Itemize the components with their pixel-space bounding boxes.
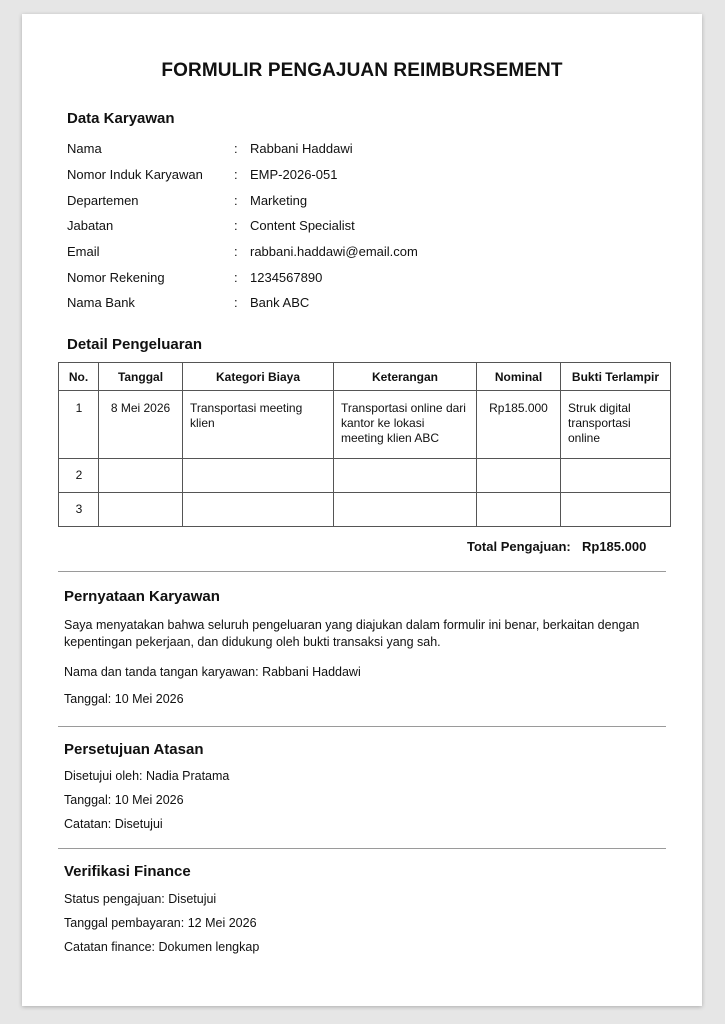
finance-payment-value: 12 Mei 2026: [187, 916, 257, 930]
field-value-department: Marketing: [250, 193, 308, 208]
column-header-date: Tanggal: [99, 363, 183, 391]
total-label: Total Pengajuan:: [467, 539, 571, 554]
cell-category: [183, 459, 334, 493]
cell-description: Transportasi online dari kantor ke lokasi meeting klien ABC: [334, 391, 477, 459]
field-label-name: Nama: [67, 141, 102, 156]
field-value-account: 1234567890: [250, 270, 323, 285]
approval-heading: Persetujuan Atasan: [64, 741, 204, 758]
field-colon: :: [234, 141, 238, 156]
cell-category: Transportasi meeting klien: [183, 391, 334, 459]
cell-no: 3: [59, 493, 99, 527]
column-header-attachment: Bukti Terlampir: [561, 363, 671, 391]
statement-date-label: Tanggal:: [64, 692, 112, 706]
cell-amount: [477, 459, 561, 493]
field-colon: :: [234, 295, 238, 310]
approval-date-value: 10 Mei 2026: [114, 793, 184, 807]
cell-amount: Rp185.000: [477, 391, 561, 459]
employee-heading: Data Karyawan: [67, 110, 175, 127]
statement-heading: Pernyataan Karyawan: [64, 588, 220, 605]
statement-text: Saya menyatakan bahwa seluruh pengeluaran yang diajukan dalam formulir ini benar, berkaitan dengan kepentingan pekerjaan, dan didukung oleh bukti transaksi yang sah.: [64, 618, 640, 649]
cell-category: [183, 493, 334, 527]
approval-note-label: Catatan:: [64, 817, 112, 831]
cell-no: 1: [59, 391, 99, 459]
cell-attachment: Struk digital transportasi online: [561, 391, 671, 459]
approver-label: Disetujui oleh:: [64, 769, 143, 783]
cell-no: 2: [59, 459, 99, 493]
field-colon: :: [234, 167, 238, 182]
cell-date: [99, 493, 183, 527]
table-row: [59, 459, 671, 493]
expenses-heading: Detail Pengeluaran: [67, 336, 203, 353]
table-row: [59, 493, 671, 527]
field-label-email: Email: [67, 244, 100, 259]
finance-payment-line: [64, 916, 257, 930]
finance-status-label: Status pengajuan:: [64, 892, 165, 906]
field-colon: :: [234, 193, 238, 208]
section-divider: [58, 571, 666, 572]
field-value-name: Rabbani Haddawi: [250, 141, 353, 156]
column-header-category: Kategori Biaya: [183, 363, 334, 391]
statement-date-line: [64, 692, 184, 706]
cell-attachment: [561, 493, 671, 527]
finance-note-line: [64, 940, 259, 954]
table-row: [59, 391, 671, 459]
table-header-row: [59, 363, 671, 391]
signature-line: [64, 665, 361, 679]
approval-note-value: Disetujui: [114, 817, 163, 831]
finance-note-label: Catatan finance:: [64, 940, 156, 954]
cell-description: [334, 459, 477, 493]
column-header-amount: Nominal: [477, 363, 561, 391]
signature-label: Nama dan tanda tangan karyawan:: [64, 665, 259, 679]
section-divider: [58, 726, 666, 727]
cell-description: [334, 493, 477, 527]
field-colon: :: [234, 218, 238, 233]
cell-amount: [477, 493, 561, 527]
cell-date: 8 Mei 2026: [99, 391, 183, 459]
finance-note-value: Dokumen lengkap: [158, 940, 260, 954]
form-title: FORMULIR PENGAJUAN REIMBURSEMENT: [161, 60, 563, 81]
field-label-position: Jabatan: [67, 218, 114, 233]
statement-date-value: 10 Mei 2026: [114, 692, 184, 706]
field-colon: :: [234, 244, 238, 259]
field-label-account: Nomor Rekening: [67, 270, 165, 285]
finance-status-value: Disetujui: [168, 892, 217, 906]
field-colon: :: [234, 270, 238, 285]
total-value: Rp185.000: [582, 539, 647, 554]
approver-value: Nadia Pratama: [146, 769, 230, 783]
cell-attachment: [561, 459, 671, 493]
column-header-description: Keterangan: [334, 363, 477, 391]
field-label-department: Departemen: [67, 193, 139, 208]
field-label-employee-id: Nomor Induk Karyawan: [67, 167, 203, 182]
field-label-bank: Nama Bank: [67, 295, 135, 310]
approval-note-line: [64, 817, 163, 831]
signature-value: Rabbani Haddawi: [262, 665, 361, 679]
field-value-position: Content Specialist: [250, 218, 355, 233]
section-divider: [58, 848, 666, 849]
approver-line: [64, 769, 229, 783]
field-value-employee-id: EMP-2026-051: [250, 167, 338, 182]
finance-status-line: [64, 892, 216, 906]
cell-date: [99, 459, 183, 493]
column-header-no: No.: [59, 363, 99, 391]
field-value-email: rabbani.haddawi@email.com: [250, 244, 418, 259]
approval-date-line: [64, 793, 184, 807]
finance-heading: Verifikasi Finance: [64, 863, 191, 880]
field-value-bank: Bank ABC: [250, 295, 310, 310]
form-page: [22, 14, 702, 1006]
expenses-table: [58, 362, 671, 527]
finance-payment-label: Tanggal pembayaran:: [64, 916, 185, 930]
approval-date-label: Tanggal:: [64, 793, 112, 807]
